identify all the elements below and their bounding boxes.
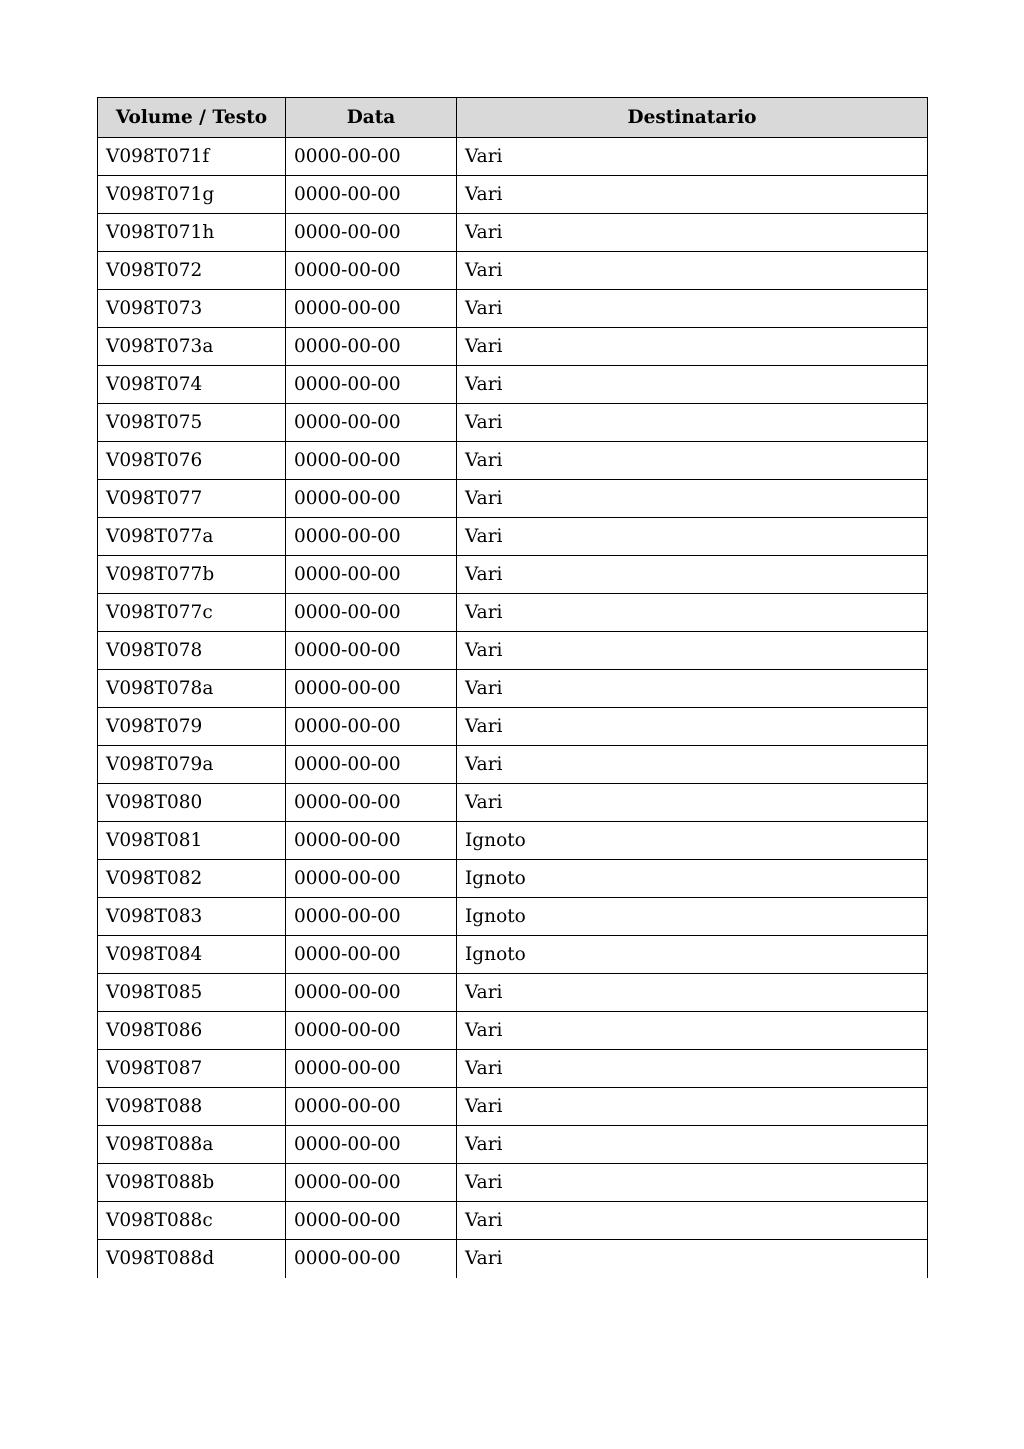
cell-destinatario: Vari bbox=[457, 784, 928, 822]
cell-volume-testo: V098T079a bbox=[98, 746, 286, 784]
cell-data: 0000-00-00 bbox=[286, 1202, 457, 1240]
cell-data: 0000-00-00 bbox=[286, 1240, 457, 1278]
cell-volume-testo: V098T074 bbox=[98, 366, 286, 404]
cell-destinatario: Vari bbox=[457, 1202, 928, 1240]
cell-volume-testo: V098T077 bbox=[98, 480, 286, 518]
cell-volume-testo: V098T077c bbox=[98, 594, 286, 632]
cell-data: 0000-00-00 bbox=[286, 404, 457, 442]
cell-destinatario: Vari bbox=[457, 556, 928, 594]
table-row bbox=[98, 1126, 928, 1164]
cell-volume-testo: V098T083 bbox=[98, 898, 286, 936]
cell-destinatario: Vari bbox=[457, 480, 928, 518]
cell-destinatario: Vari bbox=[457, 1012, 928, 1050]
cell-destinatario: Vari bbox=[457, 670, 928, 708]
table-row bbox=[98, 822, 928, 860]
cell-destinatario: Vari bbox=[457, 404, 928, 442]
cell-volume-testo: V098T088c bbox=[98, 1202, 286, 1240]
cell-data: 0000-00-00 bbox=[286, 328, 457, 366]
cell-data: 0000-00-00 bbox=[286, 214, 457, 252]
table-header-row bbox=[98, 98, 928, 138]
table-row bbox=[98, 252, 928, 290]
cell-volume-testo: V098T088b bbox=[98, 1164, 286, 1202]
cell-volume-testo: V098T071f bbox=[98, 138, 286, 176]
cell-data: 0000-00-00 bbox=[286, 290, 457, 328]
table-row bbox=[98, 556, 928, 594]
cell-data: 0000-00-00 bbox=[286, 670, 457, 708]
cell-destinatario: Vari bbox=[457, 176, 928, 214]
header-destinatario: Destinatario bbox=[457, 98, 928, 138]
cell-volume-testo: V098T088a bbox=[98, 1126, 286, 1164]
table-row bbox=[98, 290, 928, 328]
cell-destinatario: Vari bbox=[457, 1050, 928, 1088]
cell-volume-testo: V098T088d bbox=[98, 1240, 286, 1278]
cell-data: 0000-00-00 bbox=[286, 366, 457, 404]
cell-volume-testo: V098T077a bbox=[98, 518, 286, 556]
cell-volume-testo: V098T075 bbox=[98, 404, 286, 442]
cell-data: 0000-00-00 bbox=[286, 442, 457, 480]
cell-data: 0000-00-00 bbox=[286, 898, 457, 936]
cell-destinatario: Vari bbox=[457, 518, 928, 556]
cell-data: 0000-00-00 bbox=[286, 556, 457, 594]
cell-data: 0000-00-00 bbox=[286, 974, 457, 1012]
cell-volume-testo: V098T071h bbox=[98, 214, 286, 252]
cell-destinatario: Ignoto bbox=[457, 898, 928, 936]
cell-volume-testo: V098T084 bbox=[98, 936, 286, 974]
cell-volume-testo: V098T073 bbox=[98, 290, 286, 328]
cell-destinatario: Vari bbox=[457, 214, 928, 252]
cell-destinatario: Vari bbox=[457, 252, 928, 290]
table-row bbox=[98, 404, 928, 442]
cell-volume-testo: V098T087 bbox=[98, 1050, 286, 1088]
table-row bbox=[98, 974, 928, 1012]
cell-volume-testo: V098T082 bbox=[98, 860, 286, 898]
table-row bbox=[98, 1088, 928, 1126]
cell-data: 0000-00-00 bbox=[286, 1164, 457, 1202]
cell-destinatario: Vari bbox=[457, 1088, 928, 1126]
cell-volume-testo: V098T088 bbox=[98, 1088, 286, 1126]
table-row bbox=[98, 138, 928, 176]
cell-data: 0000-00-00 bbox=[286, 784, 457, 822]
table-row bbox=[98, 366, 928, 404]
cell-data: 0000-00-00 bbox=[286, 1012, 457, 1050]
cell-destinatario: Vari bbox=[457, 1240, 928, 1278]
cell-data: 0000-00-00 bbox=[286, 176, 457, 214]
cell-destinatario: Vari bbox=[457, 290, 928, 328]
table-row bbox=[98, 214, 928, 252]
cell-volume-testo: V098T085 bbox=[98, 974, 286, 1012]
cell-destinatario: Vari bbox=[457, 138, 928, 176]
table-row bbox=[98, 442, 928, 480]
cell-destinatario: Vari bbox=[457, 328, 928, 366]
cell-destinatario: Vari bbox=[457, 1126, 928, 1164]
cell-destinatario: Vari bbox=[457, 632, 928, 670]
cell-volume-testo: V098T073a bbox=[98, 328, 286, 366]
cell-destinatario: Vari bbox=[457, 594, 928, 632]
cell-destinatario: Ignoto bbox=[457, 936, 928, 974]
cell-data: 0000-00-00 bbox=[286, 252, 457, 290]
cell-data: 0000-00-00 bbox=[286, 708, 457, 746]
cell-volume-testo: V098T077b bbox=[98, 556, 286, 594]
cell-volume-testo: V098T076 bbox=[98, 442, 286, 480]
cell-data: 0000-00-00 bbox=[286, 138, 457, 176]
cell-volume-testo: V098T079 bbox=[98, 708, 286, 746]
cell-data: 0000-00-00 bbox=[286, 1126, 457, 1164]
cell-data: 0000-00-00 bbox=[286, 936, 457, 974]
table-row bbox=[98, 746, 928, 784]
cell-volume-testo: V098T072 bbox=[98, 252, 286, 290]
table-row bbox=[98, 1240, 928, 1278]
cell-volume-testo: V098T081 bbox=[98, 822, 286, 860]
cell-destinatario: Vari bbox=[457, 366, 928, 404]
cell-data: 0000-00-00 bbox=[286, 1088, 457, 1126]
cell-volume-testo: V098T071g bbox=[98, 176, 286, 214]
table-row bbox=[98, 328, 928, 366]
cell-data: 0000-00-00 bbox=[286, 822, 457, 860]
table-row bbox=[98, 898, 928, 936]
table-row bbox=[98, 632, 928, 670]
cell-destinatario: Ignoto bbox=[457, 860, 928, 898]
table-row bbox=[98, 518, 928, 556]
cell-destinatario: Vari bbox=[457, 746, 928, 784]
cell-data: 0000-00-00 bbox=[286, 1050, 457, 1088]
cell-volume-testo: V098T078 bbox=[98, 632, 286, 670]
table-row bbox=[98, 936, 928, 974]
cell-destinatario: Ignoto bbox=[457, 822, 928, 860]
records-table bbox=[97, 97, 928, 1278]
cell-volume-testo: V098T086 bbox=[98, 1012, 286, 1050]
cell-destinatario: Vari bbox=[457, 1164, 928, 1202]
cell-data: 0000-00-00 bbox=[286, 632, 457, 670]
cell-data: 0000-00-00 bbox=[286, 746, 457, 784]
table-row bbox=[98, 480, 928, 518]
cell-data: 0000-00-00 bbox=[286, 594, 457, 632]
cell-data: 0000-00-00 bbox=[286, 480, 457, 518]
cell-volume-testo: V098T078a bbox=[98, 670, 286, 708]
table-row bbox=[98, 176, 928, 214]
table-row bbox=[98, 670, 928, 708]
table-row bbox=[98, 708, 928, 746]
cell-data: 0000-00-00 bbox=[286, 860, 457, 898]
table-row bbox=[98, 784, 928, 822]
header-volume-testo: Volume / Testo bbox=[98, 98, 286, 138]
cell-destinatario: Vari bbox=[457, 974, 928, 1012]
table-row bbox=[98, 1164, 928, 1202]
cell-volume-testo: V098T080 bbox=[98, 784, 286, 822]
cell-destinatario: Vari bbox=[457, 442, 928, 480]
header-data: Data bbox=[286, 98, 457, 138]
table-row bbox=[98, 1050, 928, 1088]
table-body bbox=[98, 138, 928, 1278]
table-row bbox=[98, 860, 928, 898]
table-row bbox=[98, 594, 928, 632]
cell-data: 0000-00-00 bbox=[286, 518, 457, 556]
table-row bbox=[98, 1012, 928, 1050]
cell-destinatario: Vari bbox=[457, 708, 928, 746]
table-row bbox=[98, 1202, 928, 1240]
